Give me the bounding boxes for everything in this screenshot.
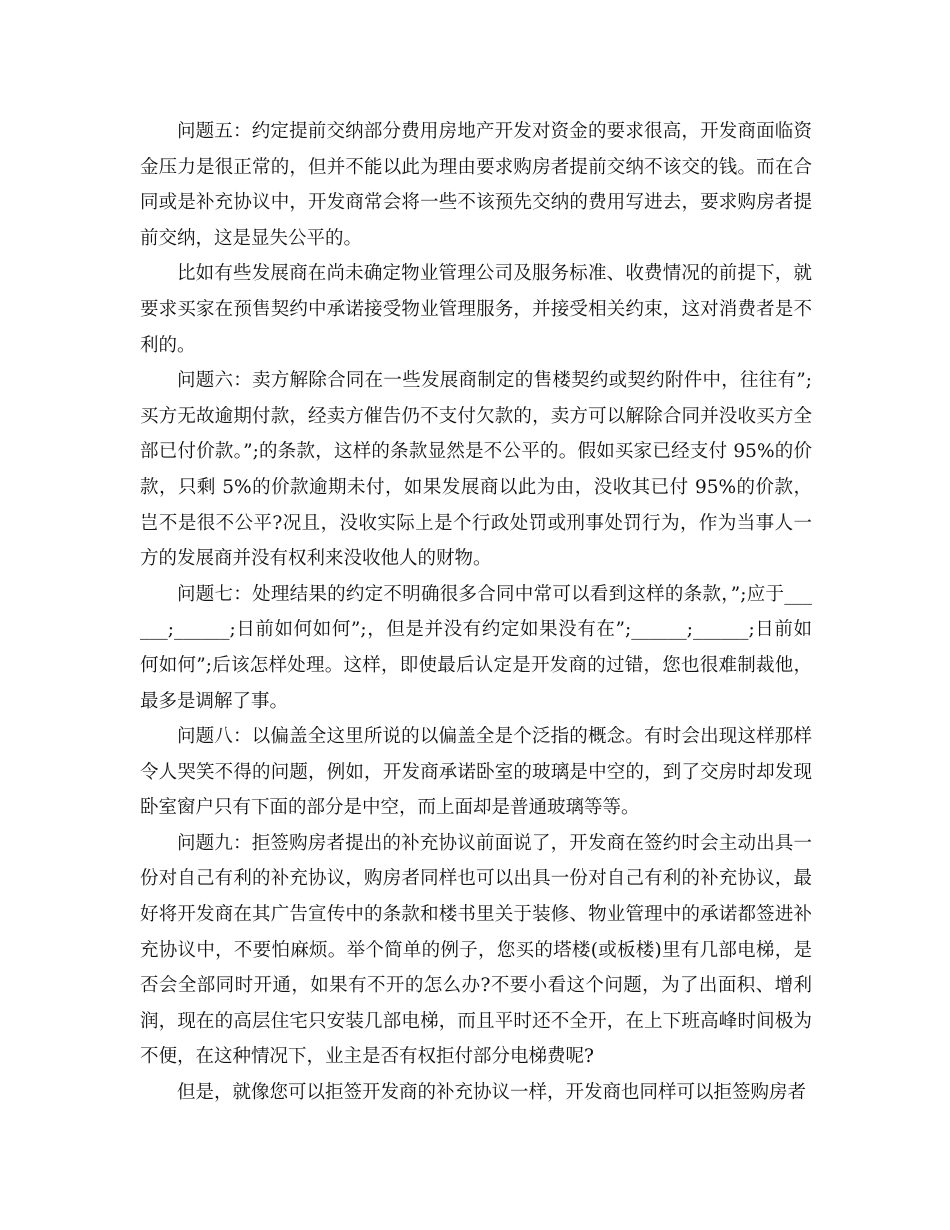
paragraph-issue-9: 问题九：拒签购房者提出的补充协议前面说了，开发商在签约时会主动出具一份对自己有利的补充协议，购房者同样也可以出具一份对自己有利的补充协议，最好将开发商在其广告宣传中的条款和楼书里关于装修、物业管理中的承诺都签进补充协议中，不要怕麻烦。举个简单的例子，您买的塔楼(或板楼)里有几部电梯，是否会全部同时开通，如果有不开的怎么办?不要小看这个问题，为了出面积、增利润，现在的高层住宅只安装几部电梯，而且平时还不全开，在上下班高峰时间极为不便，在这种情况下，业主是否有权拒付部分电梯费呢? — [140, 832, 812, 1068]
paragraph-issue-6: 问题六：卖方解除合同在一些发展商制定的售楼契约或契约附件中，往往有”;买方无故逾期付款，经卖方催告仍不支付欠款的，卖方可以解除合同并没收买方全部已付价款。”;的条款，这样的条款显然是不公平的。假如买家已经支付 95%的价款，只剩 5%的价款逾期未付，如果发展商以此为由，没收其已付 95%的价款，岂不是很不公平?况且，没收实际上是个行政处罚或刑事处罚行为，作为当事人一方的发展商并没有权利来没收他人的财物。 — [140, 370, 812, 570]
paragraph-continuation: 但是，就像您可以拒签开发商的补充协议一样，开发商也同样可以拒签购房者 — [177, 1082, 807, 1104]
document-body — [140, 114, 812, 1111]
paragraph-issue-5: 问题五：约定提前交纳部分费用房地产开发对资金的要求很高，开发商面临资金压力是很正常的，但并不能以此为理由要求购房者提前交纳不该交的钱。而在合同或是补充协议中，开发商常会将一些不该预先交纳的费用写进去，要求购房者提前交纳，这是显失公平的。 — [140, 121, 812, 249]
paragraph-example: 比如有些发展商在尚未确定物业管理公司及服务标准、收费情况的前提下，就要求买家在预售契约中承诺接受物业管理服务，并接受相关约束，这对消费者是不利的。 — [140, 263, 812, 356]
paragraph-issue-7: 问题七：处理结果的约定不明确很多合同中常可以看到这样的条款，”;应于______;______;日前如何如何”;，但是并没有约定如果没有在”;______;______;日前如何如何”;后该怎样处理。这样，即使最后认定是开发商的过错，您也很难制裁他，最多是调解了事。 — [140, 583, 812, 712]
paragraph-issue-8: 问题八：以偏盖全这里所说的以偏盖全是个泛指的概念。有时会出现这样那样令人哭笑不得的问题，例如，开发商承诺卧室的玻璃是中空的，到了交房时却发现卧室窗户只有下面的部分是中空，而上面却是普通玻璃等等。 — [140, 726, 812, 819]
